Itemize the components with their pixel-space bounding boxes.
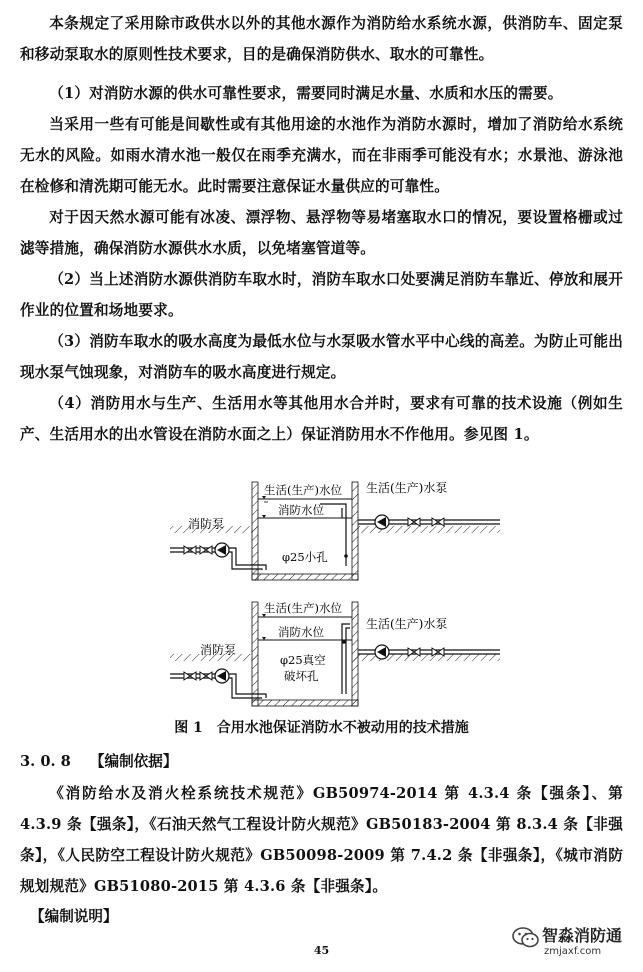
valve-symbol <box>200 546 212 554</box>
vacuum-hole-marker <box>342 640 346 644</box>
figure-shared-tank-diagram <box>170 478 500 710</box>
paragraph-intro: 本条规定了采用除市政供水以外的其他水源作为消防给水系统水源，供消防车、固定泵和移动泵取水的原则性技术要求，目的是确保消防供水、取水的可靠性。 <box>20 15 623 63</box>
figure-caption: 图 1 合用水池保证消防水不被动用的技术措施 <box>174 720 469 736</box>
diagram-top <box>170 480 500 580</box>
page-number: 45 <box>313 944 330 957</box>
section-title: 【编制依据】 <box>89 753 178 770</box>
paragraph-references: 《消防给水及消火栓系统技术规范》GB50974-2014 第 4.3.4 条【强条】、第 4.3.9 条【强条】，《石油天然气工程设计防火规范》GB50183-2004 第 8.3.4 条【非强条】，《人民防空工程设计防火规范》GB50098-2009 第 7.4.2 条【非强条】，《城市消防规划规范》GB51080-2015 第 4.3.6 条【非强条】。 <box>20 785 623 895</box>
paragraph-item-2: （2）当上述消防水源供消防车取水时，消防车取水口处要满足消防车靠近、停放和展开作业的位置和场地要求。 <box>20 271 623 319</box>
tank-floor <box>252 700 358 706</box>
ground-hatch <box>352 526 500 533</box>
tank-wall-right <box>352 482 358 580</box>
valve-symbol <box>408 518 420 526</box>
watermark-url: zmjaxf.com <box>544 946 602 957</box>
ground-hatch <box>352 654 500 661</box>
wechat-logo-icon <box>512 926 540 950</box>
label-hole-line2: 破坏孔 <box>284 669 319 683</box>
tank-floor <box>252 574 358 580</box>
label-fire-level: 消防水位 <box>278 503 324 517</box>
paragraph-item-3: （3）消防车取水的吸水高度为最低水位与水泵吸水管水平中心线的高差。为防止可能出现水泵气蚀现象，对消防车的吸水高度进行规定。 <box>20 333 623 381</box>
tank-wall-right <box>352 602 358 706</box>
label-living-level: 生活(生产)水位 <box>264 483 342 497</box>
tank-wall-left <box>252 602 258 706</box>
section-number: 3. 0. 8 <box>20 753 71 770</box>
section-subtitle: 【编制说明】 <box>30 908 118 925</box>
label-living-level: 生活(生产)水位 <box>264 601 342 615</box>
label-living-pump: 生活(生产)水泵 <box>366 481 448 495</box>
small-hole-marker <box>344 554 348 558</box>
valve-symbol <box>200 672 212 680</box>
watermark <box>506 922 636 966</box>
watermark-name: 智淼消防通 <box>542 926 623 945</box>
diagram-bottom <box>170 601 500 706</box>
section-heading <box>20 750 177 771</box>
paragraph-item-4: （4）消防用水与生产、生活用水等其他用水合并时，要求有可靠的技术设施（例如生产、生活用水的出水管设在消防水面之上）保证消防用水不作他用。参见图 1。 <box>20 395 623 443</box>
label-living-pump: 生活(生产)水泵 <box>366 617 448 631</box>
label-fire-pump: 消防泵 <box>188 517 225 531</box>
label-hole-line1: φ25真空 <box>280 653 326 667</box>
label-fire-level: 消防水位 <box>278 625 324 639</box>
label-hole: φ25小孔 <box>282 550 328 564</box>
paragraph-water-risk: 当采用一些有可能是间歇性或有其他用途的水池作为消防水源时，增加了消防给水系统无水的风险。如雨水清水池一般仅在雨季充满水，而在非雨季可能没有水；水景池、游泳池在检修和清洗期可能无水。此时需要注意保证水量供应的可靠性。 <box>20 116 623 195</box>
paragraph-item-1: （1）对消防水源的供水可靠性要求，需要同时满足水量、水质和水压的需要。 <box>49 85 563 102</box>
paragraph-natural-source: 对于因天然水源可能有冰凌、漂浮物、悬浮物等易堵塞取水口的情况，要设置格栅或过滤等措施，确保消防水源供水水质，以免堵塞管道等。 <box>20 209 623 257</box>
label-fire-pump: 消防泵 <box>200 643 237 657</box>
